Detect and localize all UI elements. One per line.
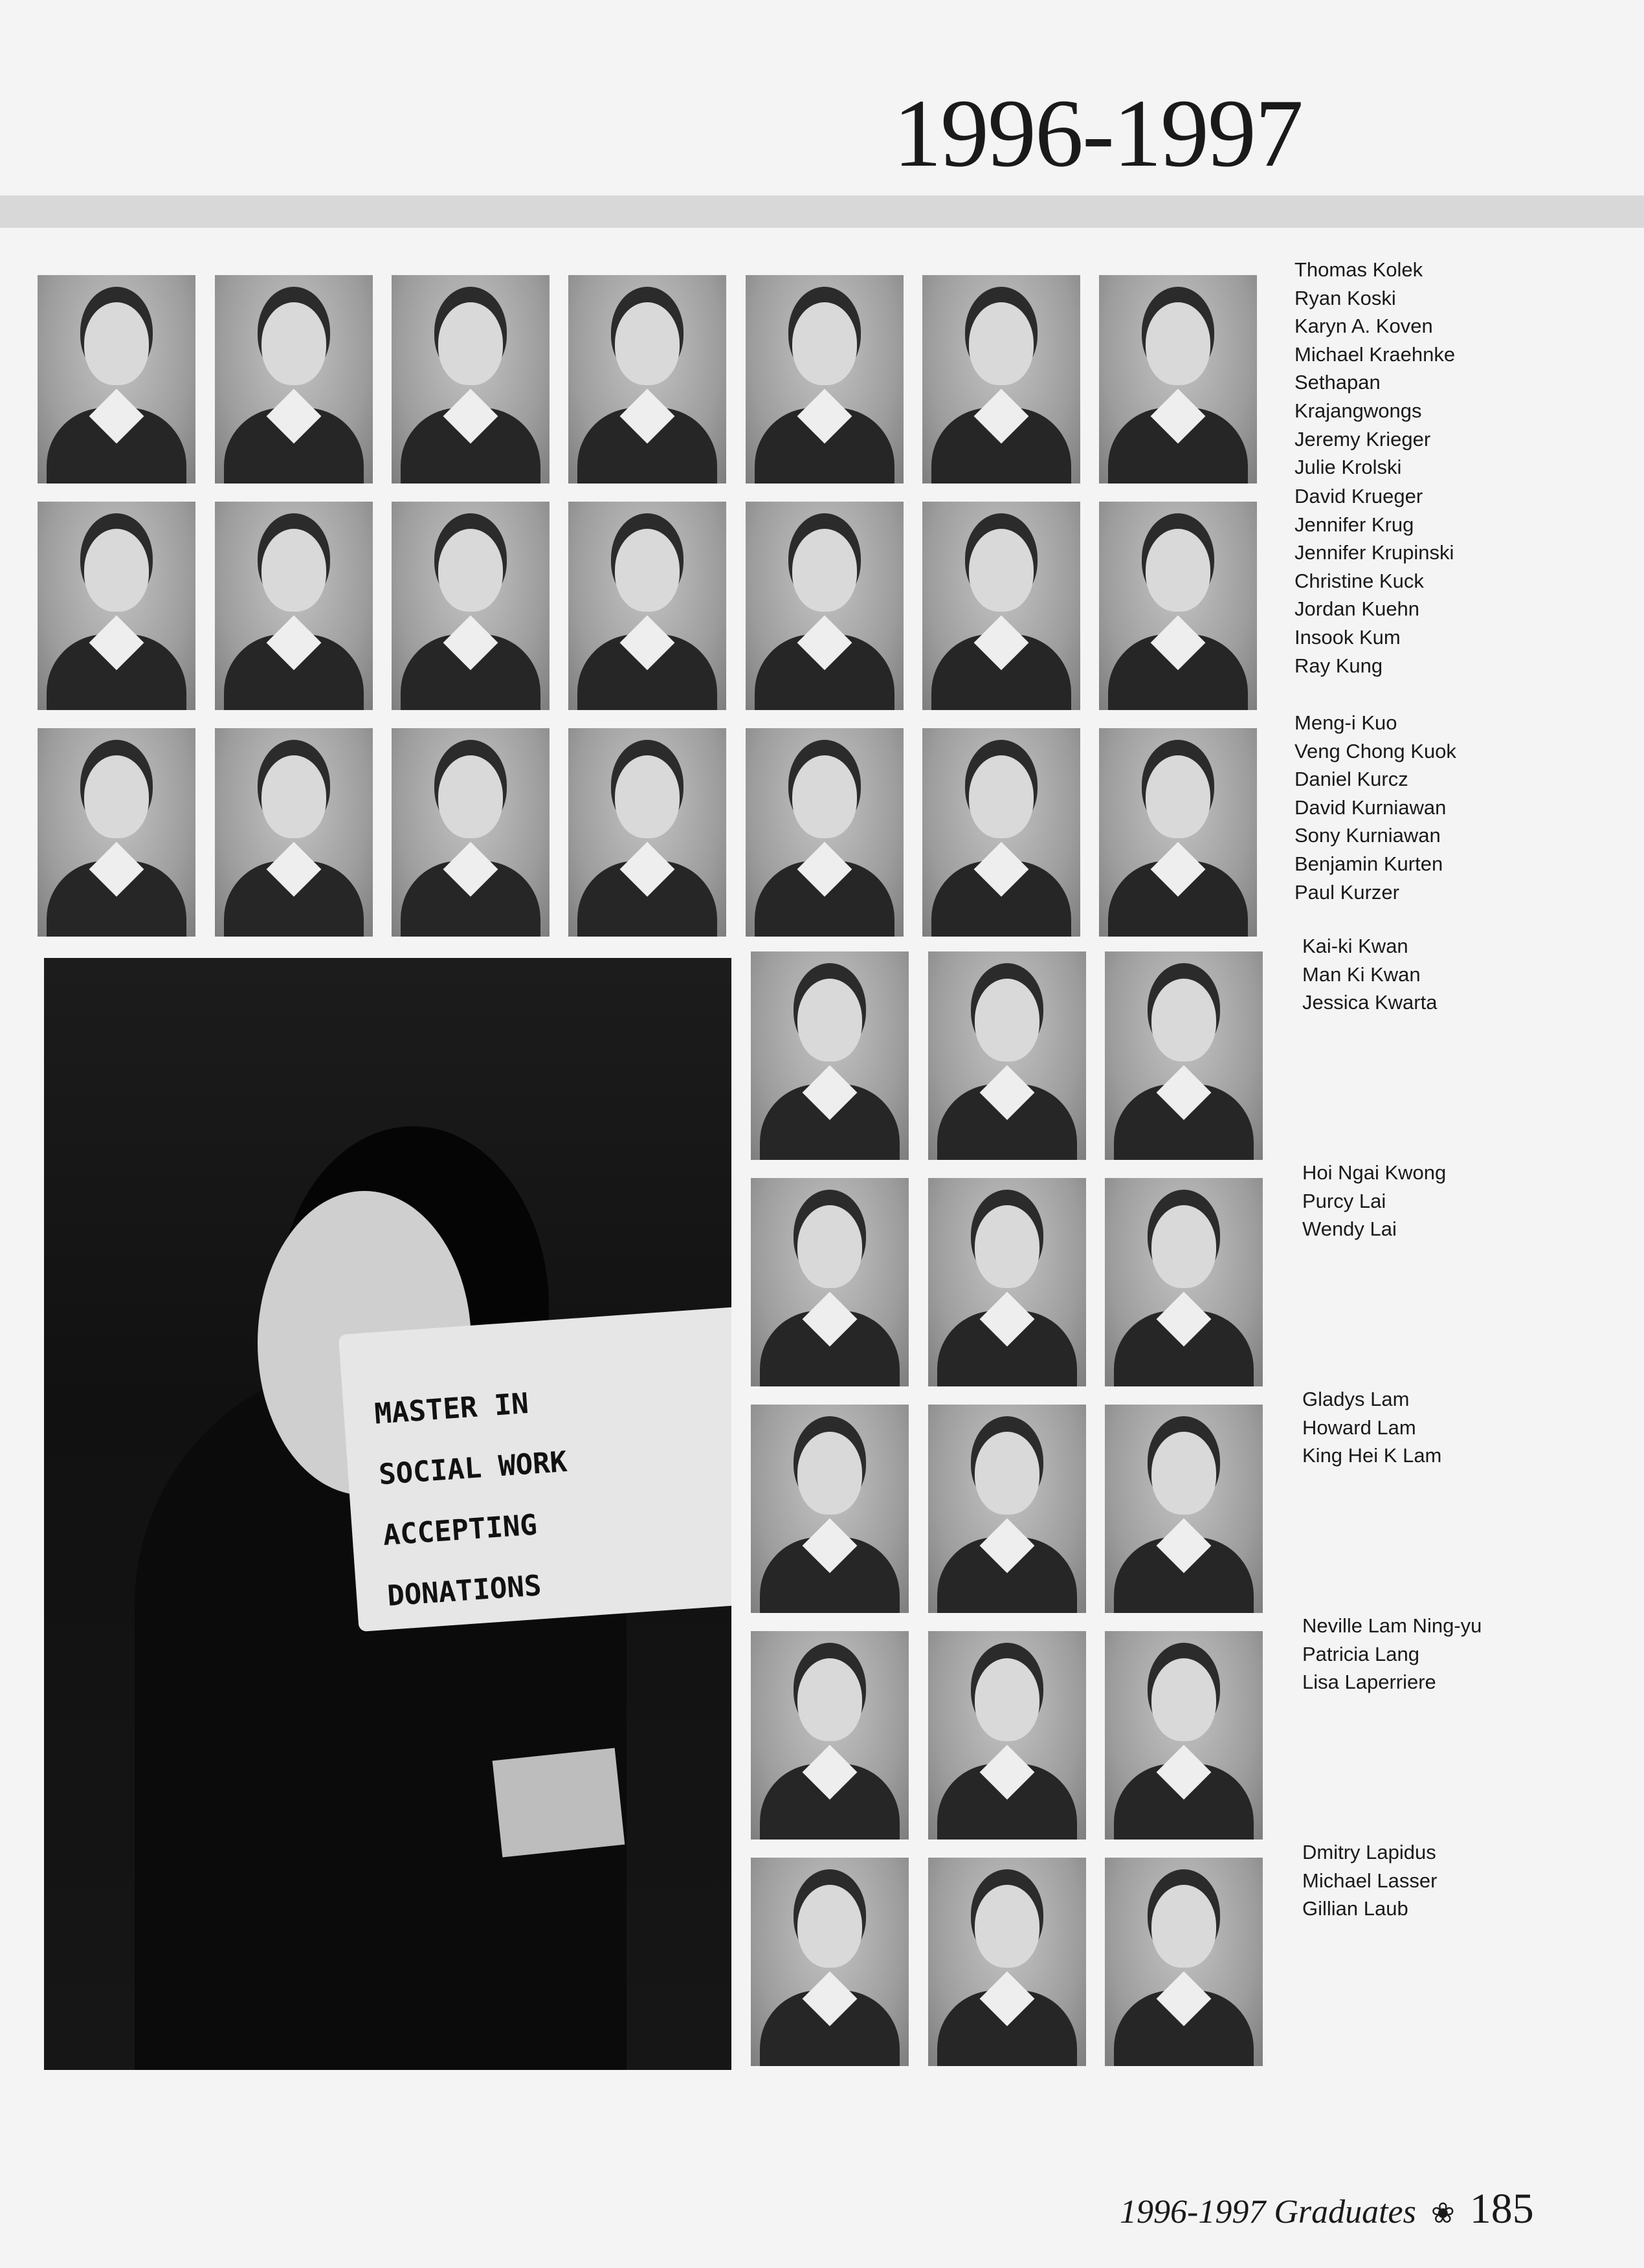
- graduate-name: Paul Kurzer: [1294, 880, 1399, 904]
- portrait-head: [975, 1885, 1039, 1968]
- portrait-head: [1151, 979, 1216, 1062]
- portrait-head: [84, 755, 149, 838]
- graduate-name: Thomas Kolek: [1294, 258, 1423, 281]
- graduate-name: Sony Kurniawan: [1294, 824, 1441, 847]
- portrait-head: [792, 529, 857, 612]
- portrait-head: [792, 755, 857, 838]
- sign-line: SOCIAL WORK: [377, 1445, 568, 1492]
- portrait-head: [438, 755, 503, 838]
- portrait-head: [797, 1658, 862, 1741]
- portrait-photo: [928, 1405, 1086, 1613]
- portrait-head: [975, 979, 1039, 1062]
- portrait-photo: [38, 728, 195, 937]
- portrait-head: [615, 529, 680, 612]
- portrait-photo: [568, 502, 726, 710]
- portrait-head: [261, 755, 326, 838]
- name-list: [1302, 932, 1522, 1017]
- portrait-photo: [751, 1405, 909, 1613]
- sign-line: MASTER IN: [373, 1386, 530, 1431]
- portrait-head: [261, 529, 326, 612]
- portrait-photo: [922, 728, 1080, 937]
- portrait-photo: [746, 275, 904, 484]
- portrait-photo: [928, 1631, 1086, 1840]
- paw-icon: ❀: [1430, 2197, 1455, 2229]
- portrait-head: [1151, 1885, 1216, 1968]
- portrait-head: [1146, 529, 1210, 612]
- graduate-name: Sethapan: [1294, 371, 1381, 394]
- header-band: [0, 195, 1644, 228]
- graduate-name: Hoi Ngai Kwong: [1302, 1161, 1447, 1184]
- graduate-name: Ryan Koski: [1294, 286, 1396, 309]
- portrait-photo: [1105, 1405, 1263, 1613]
- page-footer: [1120, 2185, 1534, 2234]
- portrait-head: [797, 1205, 862, 1288]
- name-list: [1294, 482, 1515, 680]
- portrait-head: [975, 1432, 1039, 1515]
- graduate-name: Michael Lasser: [1302, 1869, 1438, 1892]
- graduate-name: Insook Kum: [1294, 625, 1401, 649]
- name-list: [1294, 256, 1515, 482]
- portrait-photo: [1099, 275, 1257, 484]
- portrait-head: [975, 1205, 1039, 1288]
- dollar-bill: [493, 1748, 625, 1857]
- portrait-head: [797, 979, 862, 1062]
- portrait-head: [1146, 755, 1210, 838]
- portrait-photo: [928, 951, 1086, 1160]
- graduate-name: Neville Lam Ning-yu: [1302, 1614, 1482, 1637]
- portrait-head: [975, 1658, 1039, 1741]
- graduate-name: Patricia Lang: [1302, 1642, 1419, 1665]
- graduate-name: Purcy Lai: [1302, 1189, 1386, 1212]
- portrait-photo: [1099, 728, 1257, 937]
- portrait-photo: [751, 1631, 909, 1840]
- graduate-name: Julie Krolski: [1294, 456, 1402, 479]
- portrait-photo: [928, 1178, 1086, 1386]
- graduate-name: King Hei K Lam: [1302, 1444, 1442, 1467]
- portrait-photo: [392, 502, 550, 710]
- sign-text: [373, 1361, 726, 1627]
- portrait-photo: [928, 1858, 1086, 2066]
- portrait-photo: [746, 502, 904, 710]
- portrait-photo: [215, 502, 373, 710]
- graduate-name: Benjamin Kurten: [1294, 852, 1443, 875]
- name-list: [1302, 1838, 1522, 1923]
- portrait-head: [1151, 1205, 1216, 1288]
- graduate-name: Jordan Kuehn: [1294, 597, 1420, 621]
- portrait-photo: [1105, 1178, 1263, 1386]
- portrait-head: [438, 302, 503, 385]
- portrait-head: [792, 302, 857, 385]
- graduate-name: Howard Lam: [1302, 1416, 1416, 1439]
- portrait-head: [969, 529, 1034, 612]
- feature-photo: [44, 958, 731, 2070]
- portrait-head: [1146, 302, 1210, 385]
- portrait-head: [615, 755, 680, 838]
- portrait-photo: [568, 728, 726, 937]
- portrait-photo: [215, 275, 373, 484]
- portrait-photo: [568, 275, 726, 484]
- portrait-photo: [746, 728, 904, 937]
- portrait-photo: [1105, 1631, 1263, 1840]
- portrait-head: [1151, 1658, 1216, 1741]
- portrait-photo: [751, 1178, 909, 1386]
- name-list: [1302, 1385, 1522, 1470]
- graduate-name: Dmitry Lapidus: [1302, 1841, 1436, 1863]
- portrait-head: [797, 1885, 862, 1968]
- name-list: [1302, 1612, 1522, 1696]
- portrait-photo: [215, 728, 373, 937]
- graduate-name: Gladys Lam: [1302, 1388, 1410, 1410]
- portrait-photo: [38, 502, 195, 710]
- portrait-photo: [1099, 502, 1257, 710]
- graduate-name: Michael Kraehnke: [1294, 342, 1456, 366]
- portrait-head: [1151, 1432, 1216, 1515]
- graduate-name: David Krueger: [1294, 485, 1423, 507]
- portrait-head: [797, 1432, 862, 1515]
- portrait-photo: [392, 275, 550, 484]
- page-number: 185: [1469, 2185, 1534, 2232]
- portrait-head: [615, 302, 680, 385]
- graduate-name: Jennifer Krug: [1294, 513, 1414, 536]
- portrait-photo: [38, 275, 195, 484]
- graduate-name: Lisa Laperriere: [1302, 1671, 1436, 1694]
- graduate-name: Kai-ki Kwan: [1302, 935, 1408, 957]
- portrait-photo: [1105, 1858, 1263, 2066]
- footer-label: 1996-1997 Graduates: [1120, 2194, 1416, 2230]
- page-title: 1996-1997: [893, 80, 1302, 187]
- graduate-name: Meng-i Kuo: [1294, 711, 1397, 734]
- portrait-head: [84, 529, 149, 612]
- graduate-name: Man Ki Kwan: [1302, 962, 1421, 986]
- portrait-photo: [751, 951, 909, 1160]
- graduate-name: Wendy Lai: [1302, 1217, 1397, 1241]
- portrait-photo: [922, 502, 1080, 710]
- portrait-photo: [751, 1858, 909, 2066]
- graduate-name: Jennifer Krupinski: [1294, 541, 1454, 564]
- graduate-name: Karyn A. Koven: [1294, 315, 1433, 338]
- portrait-head: [969, 302, 1034, 385]
- name-list: [1302, 1159, 1522, 1243]
- graduate-name: Christine Kuck: [1294, 569, 1424, 592]
- portrait-photo: [1105, 951, 1263, 1160]
- graduate-name: David Kurniawan: [1294, 795, 1447, 819]
- name-list: [1294, 709, 1515, 906]
- graduate-name: Krajangwongs: [1294, 399, 1422, 422]
- graduate-name: Ray Kung: [1294, 654, 1383, 677]
- portrait-photo: [922, 275, 1080, 484]
- graduate-name: Jeremy Krieger: [1294, 427, 1431, 450]
- portrait-head: [84, 302, 149, 385]
- graduate-name: Veng Chong Kuok: [1294, 739, 1456, 762]
- portrait-head: [969, 755, 1034, 838]
- portrait-head: [438, 529, 503, 612]
- sign-line: ACCEPTING: [382, 1508, 539, 1552]
- portrait-head: [261, 302, 326, 385]
- graduate-name: Daniel Kurcz: [1294, 768, 1408, 791]
- graduate-name: Jessica Kwarta: [1302, 991, 1438, 1014]
- portrait-photo: [392, 728, 550, 937]
- sign-line: DONATIONS: [386, 1569, 543, 1613]
- graduate-name: Gillian Laub: [1302, 1897, 1408, 1920]
